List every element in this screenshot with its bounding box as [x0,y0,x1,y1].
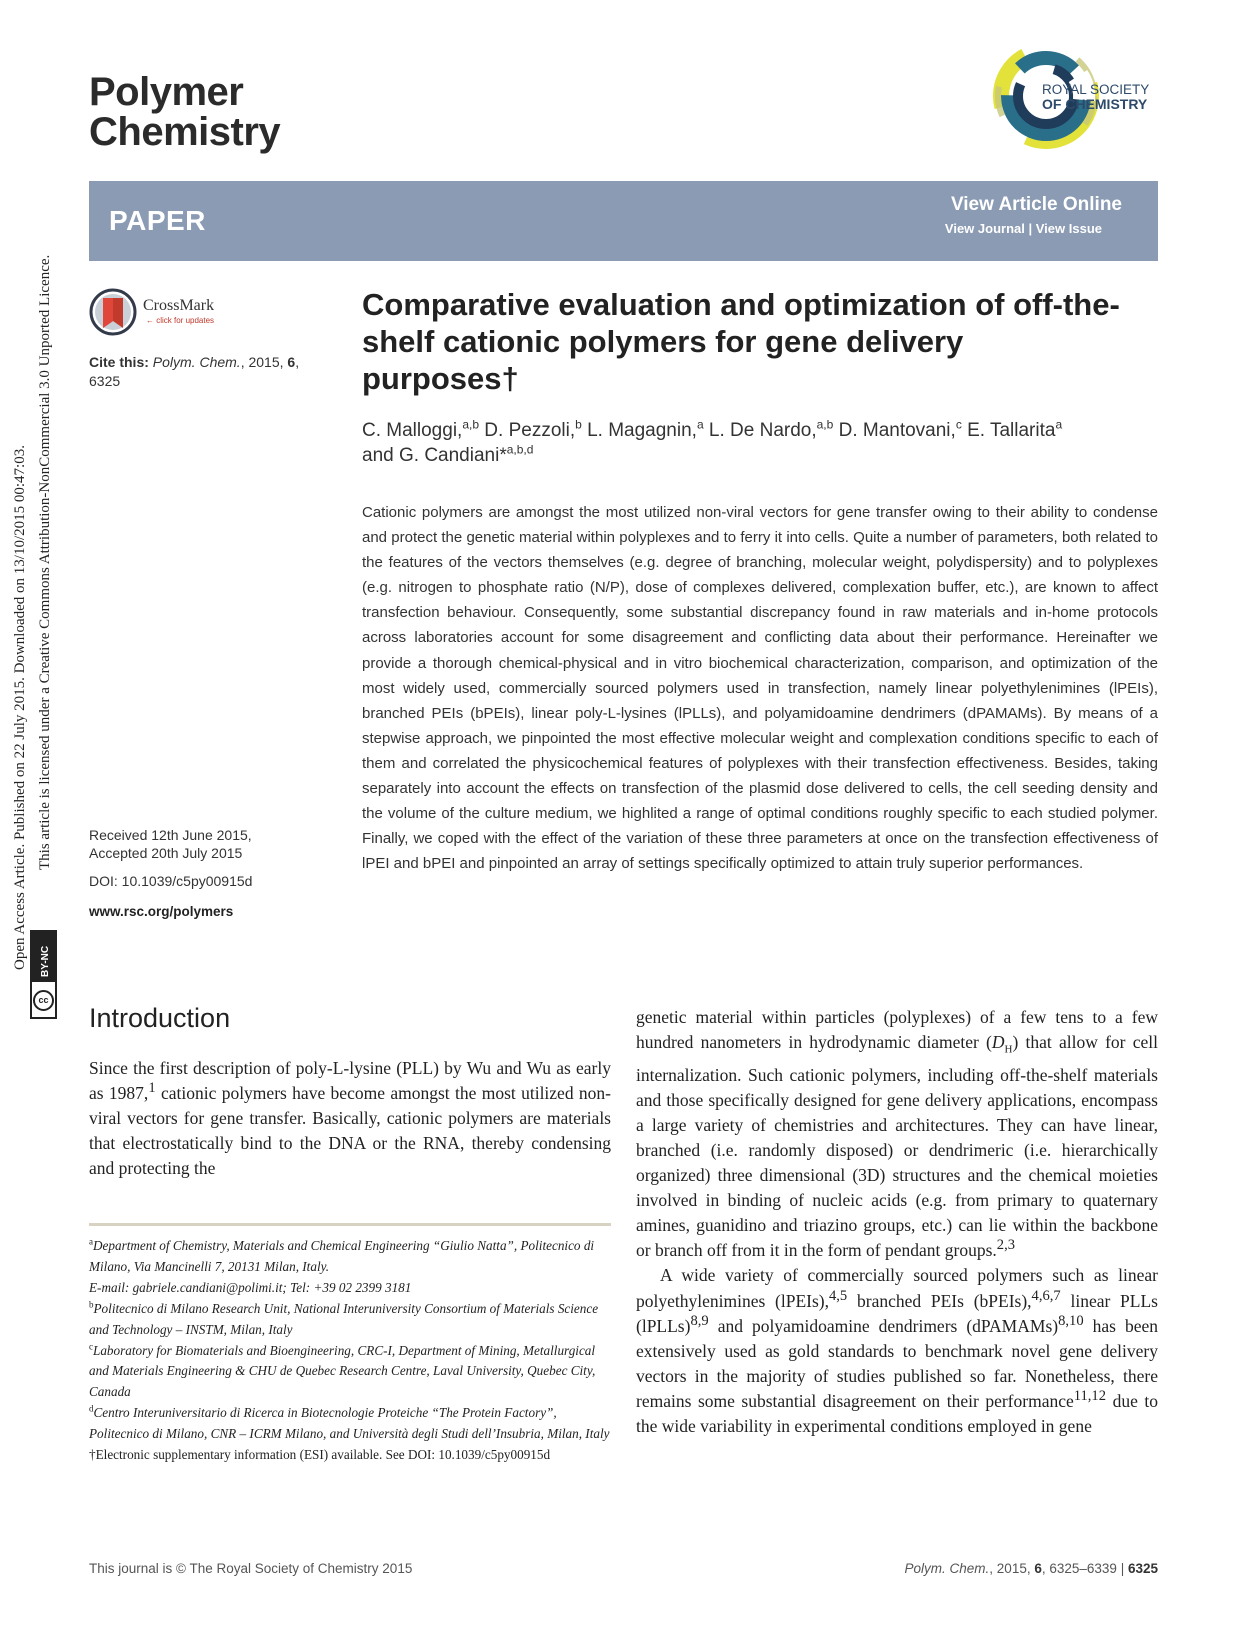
introduction-right-column [636,1005,1158,1439]
footnote-a: $^a$Department of Chemistry, Materials and Chemical Engineering “Giulio Natta”, Politecnico di Milano, Via Mancinelli 7, 20131 Milan, Italy. [89,1236,595,1274]
author-name: E. Tallarita [961,420,1056,441]
crossmark-label[interactable]: CrossMark [143,297,215,314]
footnote-a-email[interactable]: E-mail: gabriele.candiani@polimi.it; Tel: +39 02 2399 3181 [89,1279,412,1295]
article-dates [89,826,252,862]
footer-citation: Polym. Chem., 2015, 6, 6325–6339 | 6325 [904,1561,1158,1576]
page-number: 6325 [1127,1561,1158,1576]
author-name: D. Pezzoli, [479,420,576,441]
cite-journal: Polym. Chem. [152,354,241,370]
footnote-d: $^d$Centro Interuniversitario di Ricerca in Biotecnologie Proteiche “The Protein Factory”, Politecnico di Milano, CNR – ICRM Milano, and Università degli Studi dell’Insubria, Milan, Italy [89,1403,610,1442]
banner-link-separator: | [1028,221,1033,236]
view-journal-link[interactable]: View Journal [944,221,1025,236]
banner-links [945,221,1102,236]
citation-ref[interactable]: 4,6,7 [1031,1287,1061,1304]
crossmark-sublabel[interactable]: ← click for updates [146,316,215,325]
cite-volume: 6 [287,354,296,370]
author-name: and G. Candiani* [362,445,507,466]
license-notice-line2: This article is licensed under a Creative Commons Attribution-NonCommercial 3.0 Unported Licence. [37,254,53,870]
cite-prefix: Cite this: [89,354,149,370]
affiliation-footnotes [89,1236,611,1466]
citation-info: Cite this: Polym. Chem., 2015, 6, 6325 [89,354,300,389]
abstract: Cationic polymers are amongst the most utilized non-viral vectors for gene transfer owing to their ability to condense and protect the genetic material within polyplexes and to ferry it into cells. Quite a number of parameters, both related to the features of the vectors themselves (e.g. degree of branching, molecular weight, polydispersity) and to polyplexes (e.g. nitrogen to phosphate ratio (N/P), dose of complexes delivered, complexation buffer, etc.), are known to affect transfection behaviour. Consequently, some substantial discrepancy found in raw materials and in-home protocols across laboratories account for some disagreement and conflicting data about their performance. Hereinafter we provide a thorough chemical-physical and in vitro biochemical characterization, comparison, and optimization of the most widely used, commercially sourced polymers used in transfection, namely linear polyethylenimines (lPEIs), branched PEIs (bPEIs), linear poly-L-lysines (lPLLs), and polyamidoamine dendrimers (dPAMAMs). By means of a stepwise approach, we pinpointed the most effective molecular weight and complexation conditions specific to each of them and correlated the physicochemical features of polyplexes with their transfection effectiveness. Besides, taking separately into account the effects on transfection of the plasmid dose delivered to cells, the cell seeding density and the volume of the culture medium, we highlited a range of optimal conditions roughly specific to each studied polymer. Finally, we coped with the effect of the variation of these three parameters at once on the transfection effectiveness of lPEI and bPEI and pinpointed an array of settings specifically optimized to attain truly superior performances. [362,504,1158,873]
author-list: C. Malloggi,$^{a,b}$ D. Pezzoli,$^b$ L. Magagnin,$^a$ L. De Nardo,$^{a,b}$ D. Mantovani,$^c$ E. Tallarita$^a$ and G. Candiani*$^{a,b,d}$ [362,417,1063,466]
journal-title-line2: Chemistry [89,110,281,154]
rsc-logo-line1: ROYAL SOCIETY [1042,82,1150,97]
author-name: L. Magagnin, [581,420,697,441]
introduction-left-column: Since the first description of poly-L-lysine (PLL) by Wu and Wu as early as 1987,$^1$ cationic polymers have become amongst the most utilized non-viral vectors for gene transfer. Basically, cationic polymers are materials that electrostatically bind to the DNA or the RNA, thereby condensing and protecting the [89,1058,612,1179]
author-name: C. Malloggi, [362,420,463,441]
journal-title [89,72,280,152]
view-article-online-link[interactable]: View Article Online [950,194,1122,215]
author-name: L. De Nardo, [703,420,817,441]
received-date: Received 12th June 2015, [89,827,252,843]
footnote-b: $^b$Politecnico di Milano Research Unit, National Interuniversity Consortium of Materials Science and Technology – INSTM, Milan, Italy [89,1299,599,1337]
article-type-label: PAPER [109,205,206,236]
paragraph: genetic material within particles (polyplexes) of a few tens to a few hundred nanometers in hydrodynamic diameter $(D_H)$ that allow for cell internalization. Such cationic polymers, including off-the-shelf materials and those specifically designed for gene delivery applications, encompass a large variety of chemistries and architectures. They can have linear, branched (i.e. randomly disposed) or dendrimeric (i.e. hierarchically organized) three dimensional (3D) structures and the chemical moieties involved in binding of nucleic acids (e.g. from primary to quaternary amines, guanidino and triazino groups, etc.) can lie within the backbone or branch off from it in the form of pendant groups.$^{2,3}$ [636,1007,1158,1261]
journal-website-link[interactable]: www.rsc.org/polymers [89,904,234,919]
cc-icon: cc [33,990,54,1011]
footnote-esi: †Electronic supplementary information (ESI) available. See DOI: 10.1039/c5py00915d [89,1447,551,1463]
footnote-c: $^c$Laboratory for Biomaterials and Bioengineering, CRC-I, Department of Mining, Metallurgical and Materials Engineering & CHU de Quebec Research Centre, Laval University, Quebec City, Canada [89,1341,596,1400]
open-access-notice-line1: Open Access Article. Published on 22 July 2015. Downloaded on 13/10/2015 00:47:03. [12,445,28,970]
author-name: D. Mantovani, [833,420,956,441]
citation-ref[interactable]: 11,12 [1073,1388,1107,1405]
rsc-logo-line2: OF CHEMISTRY [1042,96,1148,112]
citation-ref[interactable]: 2,3 [996,1237,1016,1254]
doi-link[interactable]: DOI: 10.1039/c5py00915d [89,873,253,889]
paragraph: A wide variety of commercially sourced polymers such as linear polyethylenimines (lPEIs),$^{4,5}$ branched PEIs (bPEIs),$^{4,6,7}$ linear PLLs (lPLLs)$^{8,9}$ and polyamidoamine dendrimers (dPAMAMs)$^{8,10}$ has been extensively used as gold standards to benchmark novel gene delivery vectors in the majority of studies published so far. Nonetheless, there remains some substantial disagreement on their performance$^{11,12}$ due to the wide variability in experimental conditions employed in gene [636,1265,1158,1436]
journal-title-line1: Polymer [89,70,244,114]
view-issue-link[interactable]: View Issue [1035,221,1102,236]
accepted-date: Accepted 20th July 2015 [89,845,243,861]
rsc-logo-text [1042,82,1149,112]
license-badge-text: BY-NC [40,945,51,977]
open-access-side-notice [4,195,64,1025]
footer-copyright: This journal is © The Royal Society of Chemistry 2015 [89,1561,413,1576]
citation-ref[interactable]: 8,10 [1058,1312,1084,1329]
article-title: Comparative evaluation and optimization of off-the-shelf cationic polymers for gene delivery purposes† [362,287,1120,396]
citation-ref[interactable]: 1 [148,1080,156,1097]
citation-ref[interactable]: 8,9 [690,1312,709,1329]
section-heading-introduction: Introduction [89,1003,231,1033]
article-type-banner [89,181,1158,261]
citation-ref[interactable]: 4,5 [829,1287,848,1304]
cc-license-badge[interactable] [30,930,57,1019]
footnote-divider [89,1223,611,1226]
